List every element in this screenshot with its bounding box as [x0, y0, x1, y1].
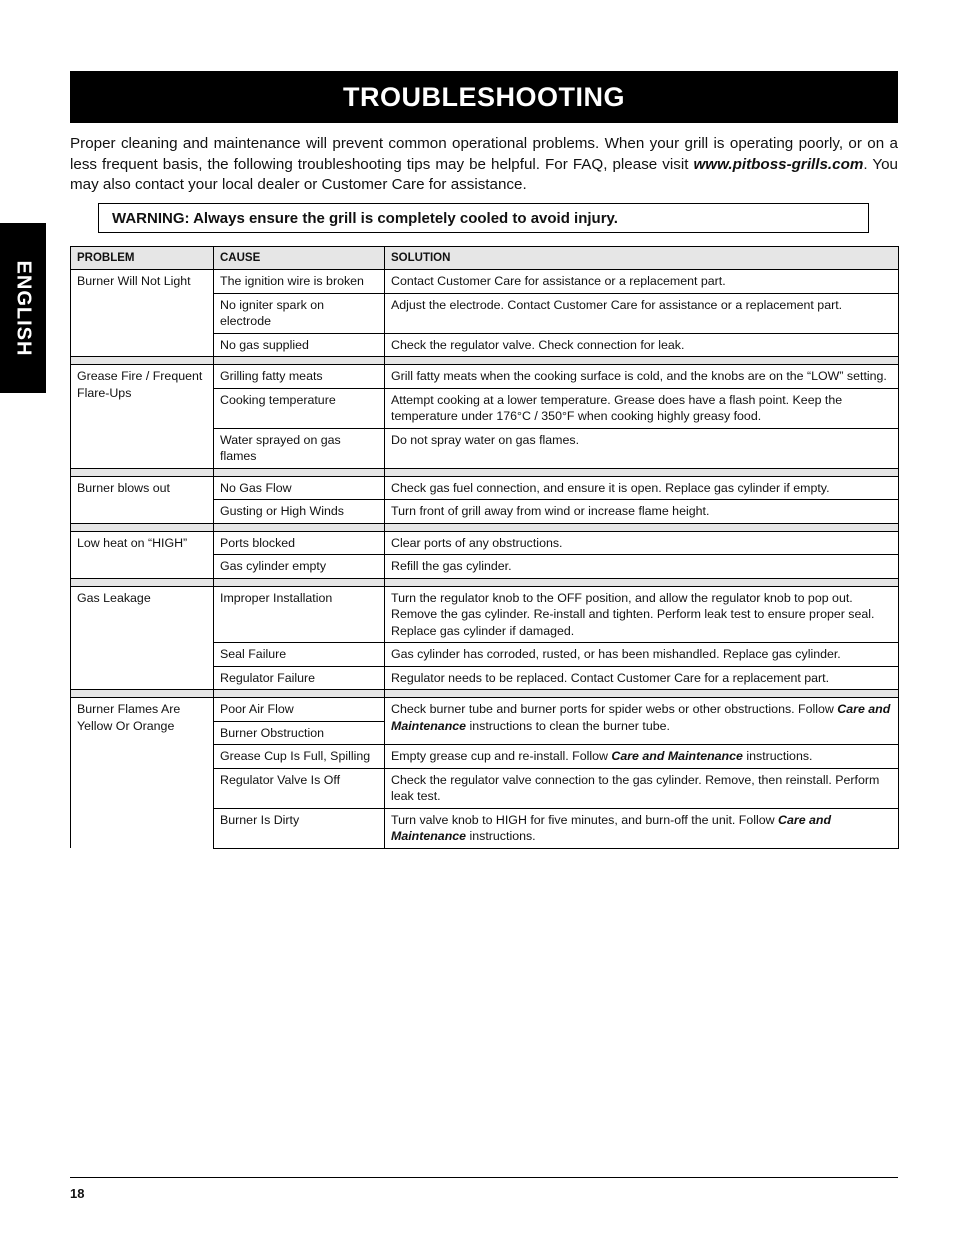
solution-cell: Check gas fuel connection, and ensure it is open. Replace gas cylinder if empty. — [385, 476, 899, 500]
solution-cell: Check the regulator valve connection to the gas cylinder. Remove, then reinstall. Perform leak test. — [385, 768, 899, 808]
cause-cell: Seal Failure — [214, 643, 385, 667]
warning-box: WARNING: Always ensure the grill is completely cooled to avoid injury. — [98, 203, 869, 233]
cause-cell: Grilling fatty meats — [214, 365, 385, 389]
cause-cell: Improper Installation — [214, 586, 385, 643]
troubleshooting-table — [70, 246, 899, 849]
cause-cell: Burner Obstruction — [214, 721, 385, 745]
table-row — [71, 698, 899, 722]
solution-text: Turn valve knob to HIGH for five minutes, and burn-off the unit. Follow — [391, 812, 779, 827]
solution-cell — [385, 698, 899, 745]
separator-cell — [71, 468, 214, 476]
table-row — [71, 586, 899, 643]
solution-cell: Regulator needs to be replaced. Contact Customer Care for a replacement part. — [385, 666, 899, 690]
header-cause: CAUSE — [214, 247, 385, 270]
language-tab — [0, 223, 46, 393]
separator-cell — [71, 357, 214, 365]
table-row — [71, 365, 899, 389]
cause-cell: The ignition wire is broken — [214, 270, 385, 294]
separator-cell — [385, 578, 899, 586]
table-row — [71, 476, 899, 500]
header-solution: SOLUTION — [385, 247, 899, 270]
group-separator — [71, 468, 899, 476]
page-title: TROUBLESHOOTING — [70, 71, 898, 123]
solution-text: Check burner tube and burner ports for spider webs or other obstructions. Follow — [391, 702, 838, 716]
intro-paragraph — [70, 134, 898, 196]
cause-cell: No Gas Flow — [214, 476, 385, 500]
solution-cell: Gas cylinder has corroded, rusted, or has been mishandled. Replace gas cylinder. — [385, 643, 899, 667]
problem-cell: Low heat on “HIGH” — [71, 531, 214, 578]
separator-cell — [385, 690, 899, 698]
problem-cell: Burner Flames Are Yellow Or Orange — [71, 698, 214, 849]
separator-cell — [214, 578, 385, 586]
intro-text-before: Proper cleaning and maintenance will prevent common operational problems. When your grill is operating poorly, or on a less frequent basis, the following troubleshooting tips may be helpful. For FAQ, please visit — [70, 135, 898, 173]
solution-cell — [385, 745, 899, 769]
separator-cell — [385, 523, 899, 531]
problem-cell: Grease Fire / Frequent Flare-Ups — [71, 365, 214, 469]
separator-cell — [385, 468, 899, 476]
solution-cell: Check the regulator valve. Check connection for leak. — [385, 333, 899, 357]
group-separator — [71, 523, 899, 531]
separator-cell — [214, 523, 385, 531]
language-tab-label: ENGLISH — [12, 260, 35, 356]
solution-cell: Refill the gas cylinder. — [385, 555, 899, 579]
separator-cell — [385, 357, 899, 365]
cause-cell: Burner Is Dirty — [214, 808, 385, 848]
cause-cell: Regulator Valve Is Off — [214, 768, 385, 808]
cause-cell: Cooking temperature — [214, 388, 385, 428]
cause-cell: No gas supplied — [214, 333, 385, 357]
cause-cell: Regulator Failure — [214, 666, 385, 690]
page-number: 18 — [70, 1186, 85, 1201]
problem-cell: Gas Leakage — [71, 586, 214, 690]
cause-cell: Ports blocked — [214, 531, 385, 555]
care-maintenance-emphasis: Care and Maintenance — [611, 749, 743, 763]
separator-cell — [71, 578, 214, 586]
solution-text: instructions. — [742, 749, 813, 763]
solution-text: instructions. — [466, 829, 536, 843]
care-maintenance-emphasis: Care and Maintenance — [391, 812, 832, 843]
separator-cell — [214, 468, 385, 476]
group-separator — [71, 690, 899, 698]
solution-cell: Turn the regulator knob to the OFF position, and allow the regulator knob to pop out. Remove the gas cylinder. Re-install and tighten. Perform leak test to ensure proper seal. Replace gas cylinder if damaged. — [385, 586, 899, 643]
problem-cell: Burner Will Not Light — [71, 270, 214, 357]
solution-text: instructions to clean the burner tube. — [466, 718, 670, 733]
separator-cell — [71, 523, 214, 531]
footer-divider — [70, 1177, 898, 1178]
cause-cell: No igniter spark on electrode — [214, 293, 385, 333]
table-body — [71, 270, 899, 849]
solution-cell: Grill fatty meats when the cooking surface is cold, and the knobs are on the “LOW” setting. — [385, 365, 899, 389]
solution-cell: Contact Customer Care for assistance or a replacement part. — [385, 270, 899, 294]
solution-text: Empty grease cup and re-install. Follow — [391, 749, 612, 763]
care-maintenance-emphasis: Care and Maintenance — [391, 702, 891, 733]
group-separator — [71, 578, 899, 586]
problem-cell: Burner blows out — [71, 476, 214, 523]
solution-cell: Attempt cooking at a lower temperature. Grease does have a flash point. Keep the temperature under 176°C / 350°F when cooking highly greasy food. — [385, 388, 899, 428]
separator-cell — [214, 357, 385, 365]
cause-cell: Grease Cup Is Full, Spilling — [214, 745, 385, 769]
cause-cell: Water sprayed on gas flames — [214, 428, 385, 468]
group-separator — [71, 357, 899, 365]
cause-cell: Poor Air Flow — [214, 698, 385, 722]
table-row — [71, 270, 899, 294]
solution-cell — [385, 808, 899, 848]
solution-cell: Adjust the electrode. Contact Customer Care for assistance or a replacement part. — [385, 293, 899, 333]
cause-cell: Gas cylinder empty — [214, 555, 385, 579]
table-header-row — [71, 247, 899, 270]
header-problem: PROBLEM — [71, 247, 214, 270]
website-link[interactable]: www.pitboss-grills.com — [693, 155, 864, 173]
separator-cell — [71, 690, 214, 698]
table-row — [71, 531, 899, 555]
solution-cell: Clear ports of any obstructions. — [385, 531, 899, 555]
separator-cell — [214, 690, 385, 698]
solution-cell: Do not spray water on gas flames. — [385, 428, 899, 468]
cause-cell: Gusting or High Winds — [214, 500, 385, 524]
intro-text-after: . You may also contact your local dealer or Customer Care for assistance. — [70, 155, 898, 193]
solution-cell: Turn front of grill away from wind or increase flame height. — [385, 500, 899, 524]
